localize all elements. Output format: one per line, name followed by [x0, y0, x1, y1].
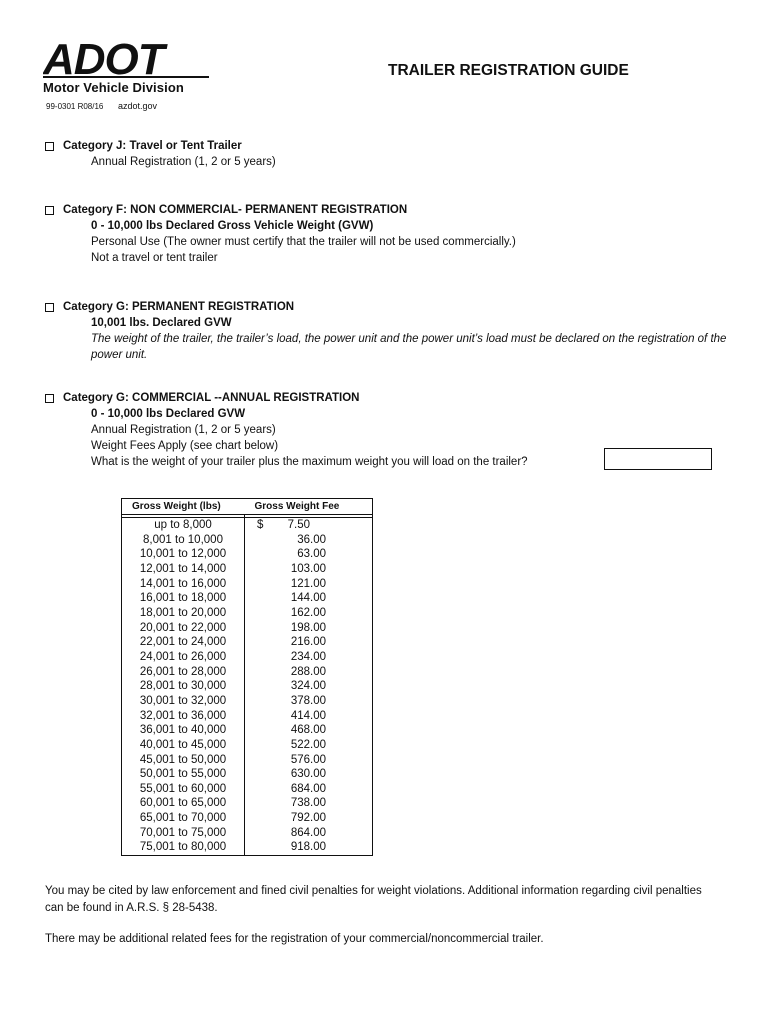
category-heading: Category G: PERMANENT REGISTRATION	[63, 301, 295, 313]
trailer-weight-input[interactable]	[604, 448, 712, 470]
gross-weight-cell: 16,001 to 18,000	[122, 591, 245, 606]
column-header-fee: Gross Weight Fee	[245, 499, 373, 515]
table-row	[122, 562, 373, 577]
gross-weight-fee-cell	[245, 533, 373, 548]
table-row	[122, 533, 373, 548]
table-row	[122, 518, 373, 533]
category-bold-line: 0 - 10,000 lbs Declared Gross Vehicle Weight (GVW)	[91, 220, 374, 232]
gross-weight-cell: 20,001 to 22,000	[122, 621, 245, 636]
category-italic-text: The weight of the trailer, the trailer’s load, the power unit and the power unit’s load must be declared on the registration of the power unit.	[91, 333, 727, 361]
category-g-commercial-checkbox[interactable]	[45, 394, 54, 403]
page-title: TRAILER REGISTRATION GUIDE	[388, 62, 629, 79]
fee-value: 216.00	[290, 636, 326, 649]
fee-value: 414.00	[290, 709, 326, 722]
fee-value: 378.00	[290, 694, 326, 707]
table-row	[122, 753, 373, 768]
table-row	[122, 606, 373, 621]
gross-weight-cell: 65,001 to 70,000	[122, 811, 245, 826]
table-row	[122, 738, 373, 753]
fee-value: 103.00	[290, 562, 326, 575]
gross-weight-cell: 14,001 to 16,000	[122, 577, 245, 592]
fee-value: 522.00	[290, 738, 326, 751]
gross-weight-cell: up to 8,000	[122, 518, 245, 533]
fee-value: 63.00	[297, 548, 326, 561]
fee-value: 162.00	[290, 606, 326, 619]
table-row	[122, 782, 373, 797]
table-row	[122, 650, 373, 665]
category-line: Not a travel or tent trailer	[91, 252, 218, 264]
gross-weight-fee-cell	[245, 782, 373, 797]
category-f-checkbox[interactable]	[45, 206, 54, 215]
gross-weight-fee-cell	[245, 753, 373, 768]
column-header-weight: Gross Weight (lbs)	[122, 499, 245, 515]
fee-value: 324.00	[290, 680, 326, 693]
logo-rule	[43, 76, 209, 78]
weight-question: What is the weight of your trailer plus the maximum weight you will load on the trailer?	[91, 456, 528, 468]
gross-weight-cell: 30,001 to 32,000	[122, 694, 245, 709]
gross-weight-fee-cell	[245, 562, 373, 577]
fee-value: 234.00	[290, 650, 326, 663]
fee-value: 792.00	[290, 812, 326, 825]
table-row	[122, 635, 373, 650]
gross-weight-cell: 28,001 to 30,000	[122, 679, 245, 694]
gross-weight-cell: 75,001 to 80,000	[122, 840, 245, 855]
gross-weight-fee-cell	[245, 709, 373, 724]
gross-weight-cell: 8,001 to 10,000	[122, 533, 245, 548]
category-g-permanent	[45, 299, 770, 363]
category-bold-line: 10,001 lbs. Declared GVW	[91, 317, 232, 329]
category-heading: Category F: NON COMMERCIAL- PERMANENT REGISTRATION	[63, 204, 408, 216]
gross-weight-fee-cell	[245, 650, 373, 665]
category-g-commercial	[45, 390, 528, 470]
gross-weight-cell: 18,001 to 20,000	[122, 606, 245, 621]
category-line: Annual Registration (1, 2 or 5 years)	[91, 424, 276, 436]
gross-weight-cell: 26,001 to 28,000	[122, 665, 245, 680]
category-j	[45, 138, 276, 170]
gross-weight-fee-cell	[245, 547, 373, 562]
gross-weight-fee-cell	[245, 665, 373, 680]
gross-weight-cell: 60,001 to 65,000	[122, 796, 245, 811]
fee-value: 576.00	[290, 753, 326, 766]
fee-value: 144.00	[290, 592, 326, 605]
gross-weight-fee-cell	[245, 606, 373, 621]
gross-weight-cell: 70,001 to 75,000	[122, 826, 245, 841]
gross-weight-fee-cell	[245, 811, 373, 826]
table-row	[122, 840, 373, 855]
form-number: 99-0301 R08/16	[46, 102, 104, 111]
table-row	[122, 796, 373, 811]
website: azdot.gov	[118, 101, 158, 111]
fee-value: 468.00	[290, 724, 326, 737]
category-line: Personal Use (The owner must certify that the trailer will not be used commercially.)	[91, 236, 516, 248]
gross-weight-fee-cell	[245, 826, 373, 841]
table-row	[122, 547, 373, 562]
gross-weight-cell: 55,001 to 60,000	[122, 782, 245, 797]
division-name: Motor Vehicle Division	[43, 80, 184, 95]
fee-value: 121.00	[290, 577, 326, 590]
table-row	[122, 577, 373, 592]
category-line: Weight Fees Apply (see chart below)	[91, 440, 279, 452]
fee-value: 684.00	[290, 782, 326, 795]
gross-weight-fee-cell	[245, 577, 373, 592]
gross-weight-fee-cell	[245, 518, 373, 533]
category-j-checkbox[interactable]	[45, 142, 54, 151]
fee-value: 288.00	[290, 665, 326, 678]
additional-fees-note: There may be additional related fees for the registration of your commercial/noncommercial trailer.	[45, 933, 544, 945]
category-f	[45, 202, 516, 266]
category-bold-line: 0 - 10,000 lbs Declared GVW	[91, 408, 246, 420]
gross-weight-cell: 50,001 to 55,000	[122, 767, 245, 782]
fee-value: 864.00	[290, 826, 326, 839]
category-line: Annual Registration (1, 2 or 5 years)	[91, 156, 276, 168]
table-row	[122, 767, 373, 782]
fee-value: 198.00	[290, 621, 326, 634]
category-g-permanent-checkbox[interactable]	[45, 303, 54, 312]
table-row	[122, 591, 373, 606]
table-row	[122, 665, 373, 680]
fee-value: 7.50	[287, 519, 310, 531]
table-row	[122, 709, 373, 724]
table-row	[122, 811, 373, 826]
gross-weight-cell: 45,001 to 50,000	[122, 753, 245, 768]
category-heading: Category J: Travel or Tent Trailer	[63, 140, 242, 152]
gross-weight-cell: 24,001 to 26,000	[122, 650, 245, 665]
fee-value: 918.00	[290, 841, 326, 854]
gross-weight-cell: 22,001 to 24,000	[122, 635, 245, 650]
logo-text: ADOT	[43, 42, 164, 76]
category-heading: Category G: COMMERCIAL --ANNUAL REGISTRATION	[63, 392, 360, 404]
gross-weight-cell: 12,001 to 14,000	[122, 562, 245, 577]
table-row	[122, 694, 373, 709]
gross-weight-fee-cell	[245, 621, 373, 636]
gross-weight-fee-cell	[245, 840, 373, 855]
gross-weight-fee-cell	[245, 767, 373, 782]
fee-value: 36.00	[297, 533, 326, 546]
gross-weight-fee-cell	[245, 635, 373, 650]
table-row	[122, 679, 373, 694]
gross-weight-fee-cell	[245, 723, 373, 738]
fee-value: 738.00	[290, 797, 326, 810]
gross-weight-cell: 32,001 to 36,000	[122, 709, 245, 724]
gross-weight-fee-cell	[245, 738, 373, 753]
gross-weight-fee-cell	[245, 694, 373, 709]
table-row	[122, 826, 373, 841]
gross-weight-cell: 10,001 to 12,000	[122, 547, 245, 562]
currency-symbol: $	[257, 519, 264, 531]
fee-table	[121, 498, 373, 856]
fee-value: 630.00	[290, 768, 326, 781]
gross-weight-fee-cell	[245, 679, 373, 694]
table-row	[122, 621, 373, 636]
gross-weight-cell: 36,001 to 40,000	[122, 723, 245, 738]
gross-weight-fee-cell	[245, 591, 373, 606]
penalty-note: You may be cited by law enforcement and fined civil penalties for weight violations. Additional information regarding civil penalties can be found in A.R.S. § 28-5438.	[45, 885, 702, 914]
gross-weight-fee-cell	[245, 796, 373, 811]
table-row	[122, 723, 373, 738]
adot-logo	[43, 42, 213, 76]
gross-weight-cell: 40,001 to 45,000	[122, 738, 245, 753]
